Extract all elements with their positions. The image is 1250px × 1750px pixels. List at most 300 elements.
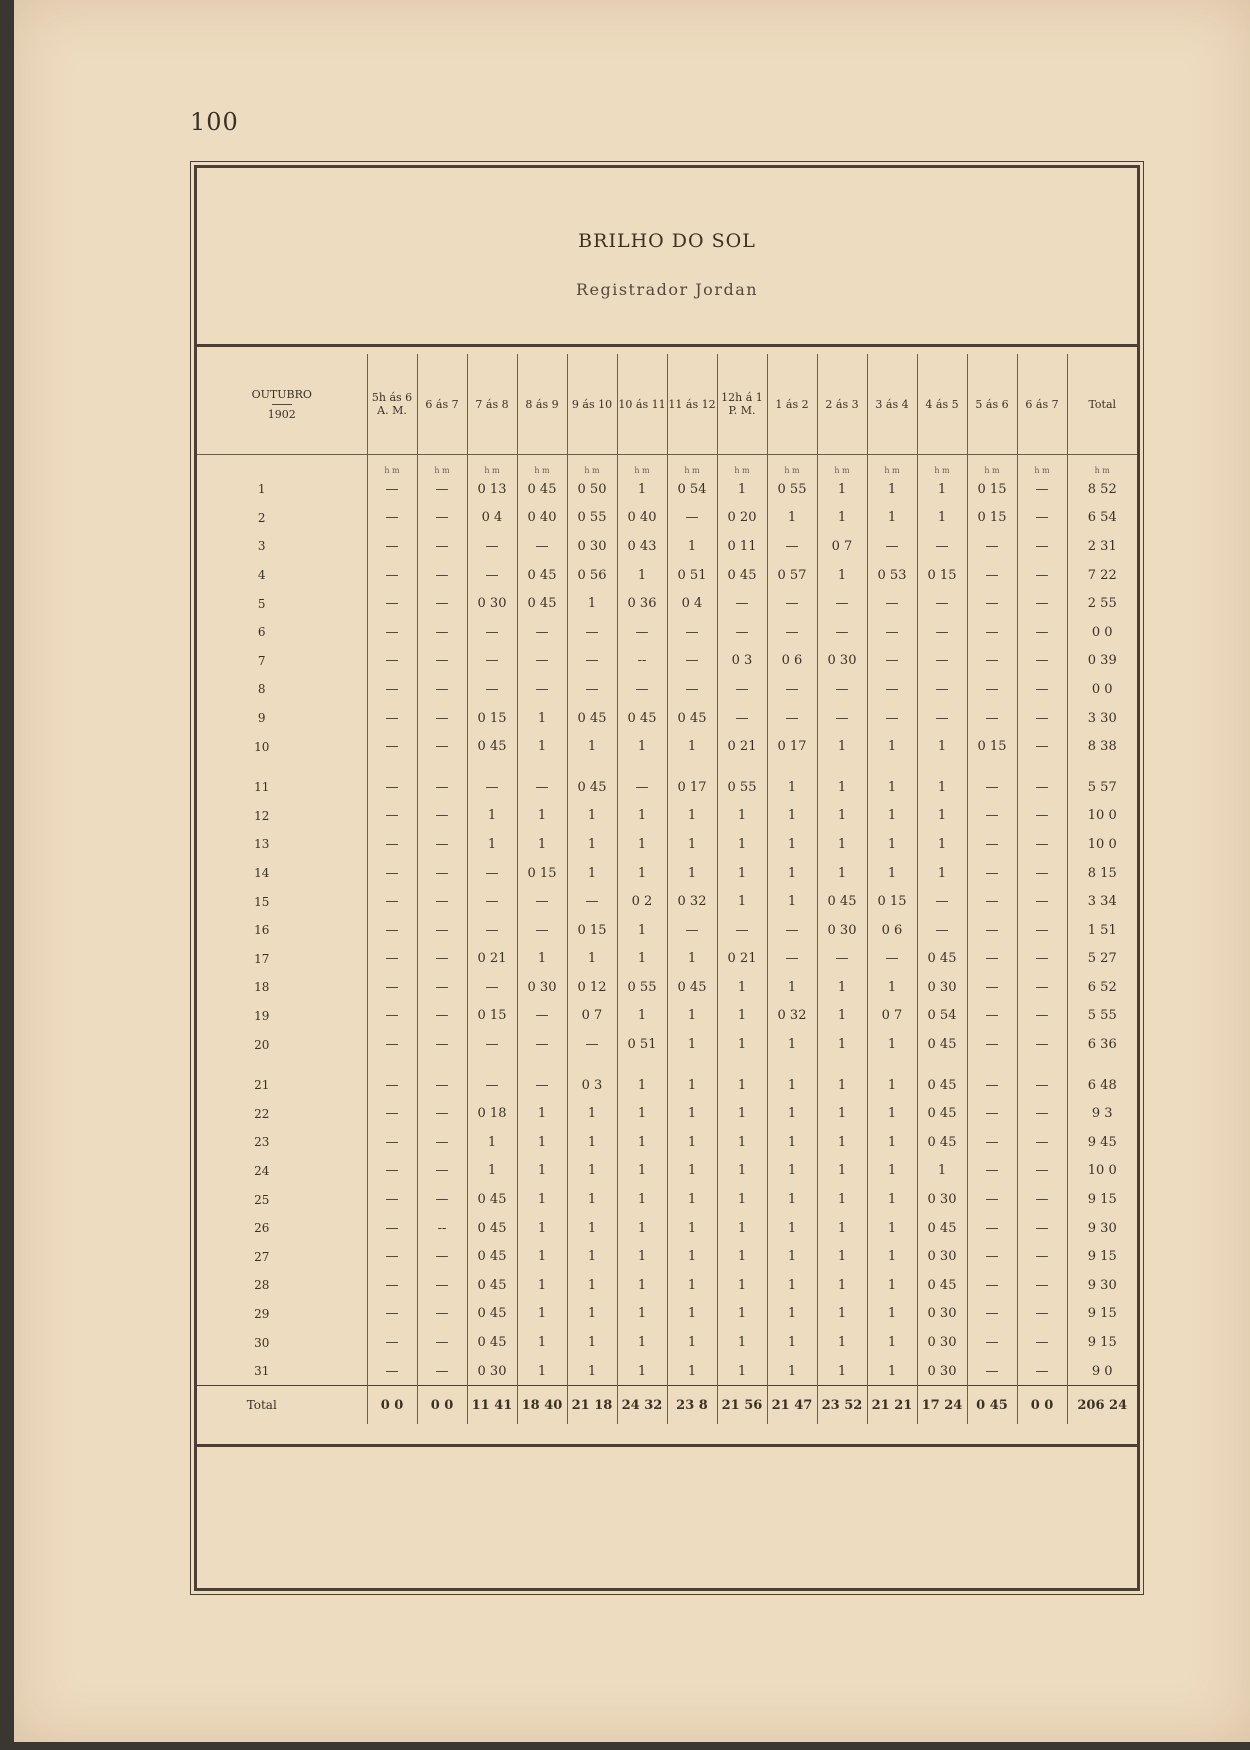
day-number: 24 — [254, 1163, 270, 1178]
table-cell: 0 45 — [917, 1214, 967, 1243]
table-cell: — — [1017, 802, 1067, 831]
table-cell: — — [717, 916, 767, 945]
table-cell: — — [1017, 532, 1067, 561]
table-cell: 9 3 — [1067, 1099, 1137, 1128]
table-row — [197, 916, 1137, 945]
day-number: 10 — [254, 739, 270, 754]
table-cell: 1 — [567, 830, 617, 859]
table-cell: — — [417, 532, 467, 561]
table-cell: 1 — [717, 1030, 767, 1059]
table-cell: 1 — [717, 887, 767, 916]
table-cell: 0 45 — [467, 1214, 517, 1243]
column-header: 3 ás 4 — [867, 354, 917, 455]
table-row — [197, 887, 1137, 916]
table-cell: — — [467, 1071, 517, 1100]
table-cell: — — [967, 1300, 1017, 1329]
table-cell: 1 — [467, 830, 517, 859]
table-cell: — — [517, 1002, 567, 1031]
table-cell: — — [367, 973, 417, 1002]
table-cell: — — [367, 675, 417, 704]
table-subtitle: Registrador Jordan — [575, 280, 759, 299]
table-cell: 0 55 — [617, 973, 667, 1002]
table-cell: 1 — [717, 1242, 767, 1271]
table-cell: — — [967, 647, 1017, 676]
table-cell: 1 — [767, 1357, 817, 1386]
table-cell: 1 — [867, 973, 917, 1002]
table-row — [197, 830, 1137, 859]
unit-label: h m — [417, 455, 467, 476]
table-cell: 1 — [917, 1157, 967, 1186]
table-cell: 1 — [717, 859, 767, 888]
day-number: 7 — [257, 653, 266, 668]
table-cell: 1 — [817, 504, 867, 533]
table-cell: — — [417, 887, 467, 916]
table-cell: 1 — [817, 1099, 867, 1128]
table-cell: 0 30 — [917, 1328, 967, 1357]
table-cell: — — [967, 704, 1017, 733]
table-cell: 1 — [767, 1271, 817, 1300]
table-cell: 1 — [517, 1185, 567, 1214]
day-number: 18 — [254, 980, 270, 995]
table-cell: 1 — [867, 1328, 917, 1357]
table-cell: — — [967, 1242, 1017, 1271]
column-header: 6 ás 7 — [1017, 354, 1067, 455]
table-row — [197, 1128, 1137, 1157]
table-cell: — — [1017, 973, 1067, 1002]
table-cell: — — [367, 1271, 417, 1300]
table-cell: — — [467, 532, 517, 561]
table-cell: 1 — [667, 1157, 717, 1186]
header-row — [197, 354, 1137, 455]
table-cell: 1 — [817, 802, 867, 831]
table-body — [197, 455, 1137, 1425]
table-row — [197, 1214, 1137, 1243]
table-cell: 0 15 — [967, 732, 1017, 761]
table-cell: — — [567, 887, 617, 916]
table-cell: 1 — [617, 1099, 667, 1128]
table-cell: — — [817, 945, 867, 974]
table-cell: 6 36 — [1067, 1030, 1137, 1059]
table-cell: — — [367, 1242, 417, 1271]
table-cell: 1 — [817, 475, 867, 504]
table-cell: — — [917, 618, 967, 647]
table-cell: — — [967, 802, 1017, 831]
day-number: 17 — [254, 951, 270, 966]
table-cell: 1 — [867, 1030, 917, 1059]
table-cell: 0 4 — [667, 589, 717, 618]
table-cell: — — [417, 475, 467, 504]
total-label: Total — [197, 1386, 367, 1425]
table-cell: 1 — [817, 1157, 867, 1186]
total-cell: 0 45 — [967, 1386, 1017, 1425]
spacer-row — [197, 1059, 1137, 1071]
day-number: 28 — [254, 1278, 270, 1293]
table-cell: — — [367, 504, 417, 533]
table-cell: — — [967, 916, 1017, 945]
table-cell: 1 — [617, 830, 667, 859]
table-cell: — — [967, 618, 1017, 647]
table-cell: — — [767, 704, 817, 733]
table-cell: — — [417, 647, 467, 676]
table-cell: 0 45 — [517, 561, 567, 590]
table-cell: — — [667, 504, 717, 533]
total-cell: 21 18 — [567, 1386, 617, 1425]
table-cell: 0 7 — [867, 1002, 917, 1031]
table-cell: — — [1017, 589, 1067, 618]
table-cell: — — [417, 1271, 467, 1300]
table-cell: — — [717, 589, 767, 618]
table-cell: 1 — [817, 1002, 867, 1031]
table-cell: 0 21 — [717, 945, 767, 974]
table-cell: — — [367, 1357, 417, 1386]
table-cell: 1 — [667, 1030, 717, 1059]
table-cell: — — [1017, 773, 1067, 802]
table-cell: 1 — [517, 1157, 567, 1186]
table-cell: — — [1017, 475, 1067, 504]
table-cell: 0 45 — [817, 887, 867, 916]
table-cell: — — [617, 773, 667, 802]
day-number: 5 — [257, 596, 266, 611]
table-cell: 1 — [667, 1242, 717, 1271]
table-cell: — — [867, 589, 917, 618]
table-cell: 1 — [817, 1242, 867, 1271]
table-cell: — — [417, 704, 467, 733]
table-cell: 0 17 — [667, 773, 717, 802]
table-cell: 0 30 — [567, 532, 617, 561]
sunshine-table — [197, 354, 1137, 1424]
table-cell: 0 18 — [467, 1099, 517, 1128]
table-cell: — — [667, 618, 717, 647]
table-cell: — — [767, 916, 817, 945]
table-cell: 1 — [717, 1185, 767, 1214]
table-cell: — — [367, 1214, 417, 1243]
table-cell: — — [717, 704, 767, 733]
table-row — [197, 1271, 1137, 1300]
table-cell: — — [367, 1030, 417, 1059]
table-cell: — — [1017, 675, 1067, 704]
table-cell: 1 — [817, 1071, 867, 1100]
table-cell: — — [1017, 1271, 1067, 1300]
table-cell: 9 15 — [1067, 1242, 1137, 1271]
table-cell: 1 — [817, 1214, 867, 1243]
total-cell: 21 56 — [717, 1386, 767, 1425]
table-cell: — — [1017, 1128, 1067, 1157]
table-cell: — — [417, 675, 467, 704]
table-cell: — — [667, 647, 717, 676]
table-cell: — — [967, 675, 1017, 704]
table-cell: 1 — [867, 773, 917, 802]
table-cell: — — [367, 830, 417, 859]
table-cell: 0 45 — [617, 704, 667, 733]
table-cell: — — [767, 618, 817, 647]
table-cell: 1 — [467, 802, 517, 831]
table-cell: 0 17 — [767, 732, 817, 761]
table-cell: 8 38 — [1067, 732, 1137, 761]
table-cell: 2 31 — [1067, 532, 1137, 561]
unit-label: h m — [617, 455, 667, 476]
unit-label: h m — [717, 455, 767, 476]
table-cell: 1 — [467, 1128, 517, 1157]
table-cell: 9 15 — [1067, 1185, 1137, 1214]
table-cell: 1 — [767, 504, 817, 533]
table-row — [197, 1357, 1137, 1386]
table-cell: — — [1017, 704, 1067, 733]
table-cell: — — [1017, 561, 1067, 590]
table-cell: — — [367, 1185, 417, 1214]
table-cell: 1 — [667, 532, 717, 561]
table-cell: — — [1017, 1071, 1067, 1100]
table-cell: — — [417, 732, 467, 761]
day-number: 8 — [257, 682, 266, 697]
table-cell: 1 — [867, 830, 917, 859]
unit-label: h m — [1067, 455, 1137, 476]
table-cell: 3 30 — [1067, 704, 1137, 733]
column-header: Total — [1067, 354, 1137, 455]
table-cell: 0 13 — [467, 475, 517, 504]
table-cell: — — [367, 1157, 417, 1186]
unit-label: h m — [367, 455, 417, 476]
table-cell: 1 — [517, 945, 567, 974]
table-cell: 1 — [867, 859, 917, 888]
table-cell: 1 — [617, 1071, 667, 1100]
table-cell: 1 — [667, 802, 717, 831]
table-cell: 1 — [617, 1242, 667, 1271]
table-cell: — — [967, 1099, 1017, 1128]
table-cell: 1 — [617, 1357, 667, 1386]
table-cell: — — [1017, 945, 1067, 974]
day-number: 26 — [254, 1221, 270, 1236]
total-cell: 18 40 — [517, 1386, 567, 1425]
table-cell: 6 52 — [1067, 973, 1137, 1002]
table-frame — [194, 165, 1140, 1591]
table-cell: 5 27 — [1067, 945, 1137, 974]
table-cell: 1 — [917, 504, 967, 533]
table-cell: 1 — [567, 1185, 617, 1214]
table-row — [197, 773, 1137, 802]
unit-label: h m — [1017, 455, 1067, 476]
table-cell: 1 — [767, 1128, 817, 1157]
day-number: 16 — [254, 923, 270, 938]
table-cell: — — [867, 675, 917, 704]
table-cell: — — [967, 1328, 1017, 1357]
table-cell: 1 — [617, 1214, 667, 1243]
table-cell: 0 30 — [517, 973, 567, 1002]
table-cell: 0 30 — [917, 1300, 967, 1329]
table-cell: 1 — [817, 859, 867, 888]
table-cell: — — [967, 561, 1017, 590]
title-box — [197, 168, 1137, 347]
table-cell: — — [517, 675, 567, 704]
table-cell: — — [467, 647, 517, 676]
table-cell: — — [1017, 1357, 1067, 1386]
table-cell: 1 — [567, 732, 617, 761]
table-cell: — — [1017, 1328, 1067, 1357]
table-cell: 0 30 — [917, 1357, 967, 1386]
table-cell: 1 — [767, 973, 817, 1002]
table-cell: 0 45 — [917, 1030, 967, 1059]
table-cell: 0 53 — [867, 561, 917, 590]
day-number: 6 — [257, 625, 266, 640]
table-cell: 10 0 — [1067, 802, 1137, 831]
document-page — [14, 0, 1250, 1742]
table-cell: — — [917, 675, 967, 704]
table-cell: — — [917, 916, 967, 945]
table-cell: 1 — [667, 1002, 717, 1031]
table-row — [197, 504, 1137, 533]
table-cell: — — [817, 704, 867, 733]
table-cell: 1 — [917, 475, 967, 504]
table-cell: 0 15 — [467, 704, 517, 733]
unit-label: h m — [767, 455, 817, 476]
table-cell: — — [1017, 618, 1067, 647]
table-cell: 1 — [817, 1030, 867, 1059]
table-cell: 0 36 — [617, 589, 667, 618]
table-cell: — — [867, 618, 917, 647]
table-cell: — — [367, 916, 417, 945]
table-cell: — — [367, 945, 417, 974]
table-cell: 1 — [867, 1099, 917, 1128]
table-cell: — — [917, 589, 967, 618]
table-cell: 1 — [767, 802, 817, 831]
table-cell: — — [417, 504, 467, 533]
table-cell: -- — [417, 1214, 467, 1243]
table-row — [197, 945, 1137, 974]
table-cell: — — [417, 773, 467, 802]
month-label: OUTUBRO — [251, 387, 312, 401]
table-cell: 1 — [667, 859, 717, 888]
table-cell: 1 — [717, 830, 767, 859]
table-cell: — — [567, 647, 617, 676]
table-row — [197, 1157, 1137, 1186]
table-cell: 1 — [617, 1328, 667, 1357]
total-row — [197, 1386, 1137, 1425]
table-cell: 1 — [867, 1157, 917, 1186]
table-cell: — — [417, 1242, 467, 1271]
table-cell: 2 55 — [1067, 589, 1137, 618]
table-cell: — — [817, 675, 867, 704]
table-cell: 0 7 — [817, 532, 867, 561]
table-cell: 1 — [517, 1328, 567, 1357]
table-row — [197, 1300, 1137, 1329]
table-cell: — — [617, 618, 667, 647]
table-cell: 1 — [817, 561, 867, 590]
table-row — [197, 589, 1137, 618]
table-cell: 1 — [717, 1214, 767, 1243]
table-cell: — — [1017, 1002, 1067, 1031]
table-cell: — — [1017, 916, 1067, 945]
table-cell: 1 — [617, 945, 667, 974]
day-number: 3 — [257, 539, 266, 554]
table-row — [197, 973, 1137, 1002]
table-cell: — — [417, 1300, 467, 1329]
table-cell: — — [417, 1128, 467, 1157]
table-cell: — — [717, 675, 767, 704]
table-cell: — — [417, 859, 467, 888]
column-header: 7 ás 8 — [467, 354, 517, 455]
table-cell: 1 — [617, 1002, 667, 1031]
table-cell: — — [467, 887, 517, 916]
table-cell: 0 30 — [817, 647, 867, 676]
table-cell: 1 — [667, 1300, 717, 1329]
table-cell: — — [817, 589, 867, 618]
table-row — [197, 1030, 1137, 1059]
table-cell: 1 — [567, 1157, 617, 1186]
table-cell: 1 — [567, 859, 617, 888]
table-cell: — — [417, 1099, 467, 1128]
table-cell: 0 21 — [717, 732, 767, 761]
table-cell: 1 — [667, 830, 717, 859]
table-cell: 1 — [617, 1157, 667, 1186]
table-cell: — — [867, 647, 917, 676]
unit-label: h m — [667, 455, 717, 476]
total-cell: 21 21 — [867, 1386, 917, 1425]
table-cell: — — [367, 618, 417, 647]
unit-label: h m — [867, 455, 917, 476]
table-cell: 0 55 — [567, 504, 617, 533]
table-cell: 0 57 — [767, 561, 817, 590]
table-cell: — — [467, 859, 517, 888]
table-cell: 1 — [617, 475, 667, 504]
table-cell: — — [917, 647, 967, 676]
table-cell: 1 — [917, 773, 967, 802]
column-header: 1 ás 2 — [767, 354, 817, 455]
table-cell: 0 45 — [917, 1271, 967, 1300]
table-cell: 1 — [717, 1300, 767, 1329]
table-cell: 1 — [567, 1357, 617, 1386]
table-cell: — — [717, 618, 767, 647]
table-cell: 5 55 — [1067, 1002, 1137, 1031]
table-cell: 0 30 — [467, 1357, 517, 1386]
table-cell: — — [367, 647, 417, 676]
table-cell: — — [367, 1099, 417, 1128]
table-cell: 1 — [767, 830, 817, 859]
table-cell: 1 — [717, 1128, 767, 1157]
table-cell: 1 — [767, 1157, 817, 1186]
table-cell: 1 — [817, 773, 867, 802]
table-cell: 0 6 — [767, 647, 817, 676]
table-cell: 1 — [517, 830, 567, 859]
table-cell: 9 30 — [1067, 1271, 1137, 1300]
table-cell: 1 — [817, 1271, 867, 1300]
table-row — [197, 1242, 1137, 1271]
table-cell: 0 51 — [667, 561, 717, 590]
table-cell: 0 45 — [467, 732, 517, 761]
column-header: 2 ás 3 — [817, 354, 867, 455]
table-row — [197, 732, 1137, 761]
table-row — [197, 675, 1137, 704]
table-cell: — — [667, 916, 717, 945]
table-cell: 1 — [667, 1214, 717, 1243]
table-cell: 0 39 — [1067, 647, 1137, 676]
table-row — [197, 1071, 1137, 1100]
table-cell: — — [517, 647, 567, 676]
table-cell: 1 — [717, 1071, 767, 1100]
table-row — [197, 802, 1137, 831]
table-row — [197, 1099, 1137, 1128]
day-number: 9 — [257, 711, 266, 726]
table-cell: 0 15 — [867, 887, 917, 916]
table-cell: 9 15 — [1067, 1300, 1137, 1329]
table-row — [197, 1185, 1137, 1214]
table-cell: — — [767, 532, 817, 561]
day-number: 22 — [254, 1106, 270, 1121]
table-cell: 1 — [817, 1328, 867, 1357]
table-cell: — — [417, 916, 467, 945]
table-cell: 1 — [817, 973, 867, 1002]
table-cell: 0 15 — [967, 504, 1017, 533]
table-cell: — — [1017, 1030, 1067, 1059]
table-cell: — — [867, 532, 917, 561]
